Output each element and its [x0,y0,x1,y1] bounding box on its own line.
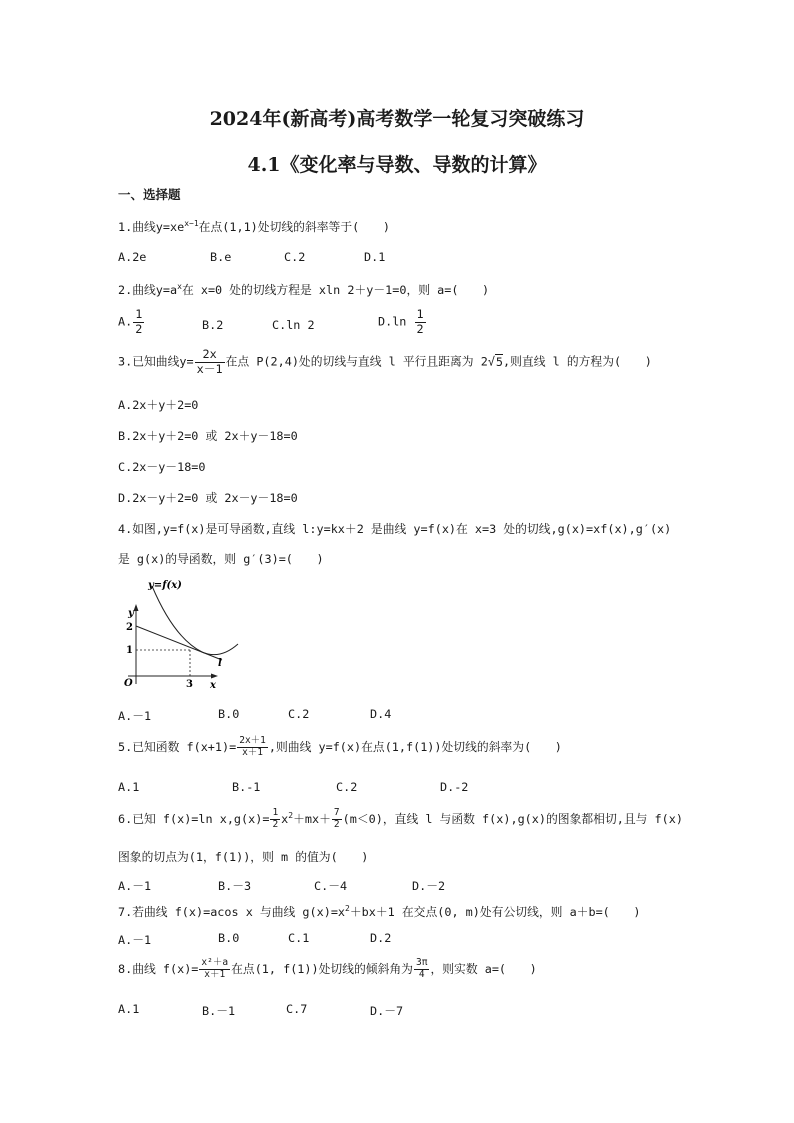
q2-text-b: 在 x=0 处的切线方程是 xln 2＋y－1=0，则 a=( ) [181,283,490,297]
q3-option-d: D.2x－y＋2=0 或 2x－y－18=0 [118,491,298,505]
q4-option-b: B.0 [218,707,240,721]
q2-a-denominator: 2 [135,321,143,336]
q8-option-d: D.－7 [370,1004,404,1018]
q2-option-a-prefix: A. [118,314,133,329]
q3-numerator: 2x [195,348,225,363]
q5-denominator: x＋1 [242,746,264,758]
q2-d-denominator: 2 [416,321,424,336]
q5-text-a: 5.已知函数 f(x+1)= [118,739,237,754]
q6-option-d: D.－2 [412,879,446,893]
q6-exponent: 2 [288,811,294,820]
question-7 [118,903,640,920]
q1-option-c: C.2 [284,250,306,264]
q1-option-d: D.1 [364,250,386,264]
q8-f2-denominator: 4 [418,968,425,980]
q8-fraction-2 [414,958,429,981]
document-title: 2024年(新高考)高考数学一轮复习突破练习 [209,108,585,130]
q8-text-c: ，则实数 a=( ) [430,961,537,976]
q5-fraction [237,736,268,759]
q8-option-b: B.－1 [202,1004,236,1018]
q8-option-c: C.7 [286,1002,308,1016]
q1-option-a: A.2e [118,250,147,264]
q4-option-c: C.2 [288,707,310,721]
q3-radicand: 5 [495,354,504,369]
question-4-line-2: 是 g(x)的导函数，则 g′(3)=( ) [118,552,324,566]
q6-option-c: C.－4 [314,879,348,893]
q7-exponent: 2 [345,904,350,914]
q6-f1-numerator: 1 [272,807,279,818]
q5-option-c: C.2 [336,780,358,794]
q3-option-b: B.2x＋y＋2=0 或 2x＋y－18=0 [118,429,298,443]
question-5 [118,736,562,759]
q1-text-a: 1.曲线y=xe [118,220,185,234]
q4-option-d: D.4 [370,707,392,721]
q8-numerator: x²＋a [201,957,229,968]
origin-label: O [124,678,133,688]
q6-option-b: B.－3 [218,879,252,893]
q2-exponent: x [177,282,182,292]
q6-f1-denominator: 2 [272,818,279,830]
question-6-line-1 [118,808,683,831]
q8-f2-numerator: 3π [415,957,428,968]
tick-x-3: 3 [186,679,193,688]
tangent-line-l [136,626,222,660]
q6-fraction-2 [332,808,342,831]
tick-y-2: 2 [126,622,133,633]
q5-option-a: A.1 [118,780,140,794]
q5-option-b: B.-1 [232,780,261,794]
question-2 [118,281,489,298]
q2-option-a-fraction [133,308,144,336]
q6-f2-denominator: 2 [333,818,340,830]
q3-text-c: ,则直线 l 的方程为( ) [503,354,652,369]
q8-denominator: x＋1 [204,968,226,980]
q2-d-numerator: 1 [416,307,424,321]
q5-option-d: D.-2 [440,780,469,794]
function-graph [122,576,246,688]
q2-option-d [378,308,427,336]
x-axis-arrow [211,674,218,679]
q7-option-c: C.1 [288,931,310,945]
q5-numerator: 2x＋1 [239,735,266,746]
line-label: l [218,658,222,669]
q6-text-a: 6.已知 f(x)=ln x,g(x)= [118,811,270,826]
tick-y-1: 1 [126,645,133,656]
q1-option-b: B.e [210,250,232,264]
q2-text-a: 2.曲线y=a [118,283,178,297]
q2-option-a [118,308,145,336]
q2-option-d-fraction [415,308,426,336]
y-axis-label: y [128,608,134,619]
section-heading: 一、选择题 [118,187,181,202]
question-4-line-1: 4.如图,y=f(x)是可导函数,直线 l:y=kx＋2 是曲线 y=f(x)在 x=3 处的切线,g(x)=xf(x),g′(x) [118,522,672,536]
q6-option-a: A.－1 [118,879,152,893]
q3-denominator: x－1 [196,361,223,376]
q6-f2-numerator: 7 [333,807,340,818]
q2-a-numerator: 1 [135,307,143,321]
q8-text-b: 在点(1, f(1))处切线的倾斜角为 [231,961,413,976]
q6-text-d: (m＜0)，直线 l 与函数 f(x),g(x)的图象都相切,且与 f(x) [342,811,683,826]
q7-text-b: ＋bx＋1 在交点(0, m)处有公切线，则 a＋b=( ) [349,905,641,919]
q6-text-b: x [281,811,289,826]
q7-option-d: D.2 [370,931,392,945]
q2-option-d-prefix: D.ln [378,314,414,329]
q7-option-b: B.0 [218,931,240,945]
q3-option-c: C.2x－y－18=0 [118,460,206,474]
document-subtitle: 4.1《变化率与导数、导数的计算》 [247,154,547,176]
q6-text-c: ＋mx＋ [293,811,331,826]
q3-text-b: 在点 P(2,4)处的切线与直线 l 平行且距离为 2 [225,354,488,369]
q8-text-a: 8.曲线 f(x)= [118,961,199,976]
q2-option-b: B.2 [202,318,224,332]
q8-fraction-1 [199,958,230,981]
q7-option-a: A.－1 [118,933,152,947]
q7-text-a: 7.若曲线 f(x)=acos x 与曲线 g(x)=x [118,905,346,919]
question-3: 3.已知曲线y= $\frac{2x}{x-1}$ 在点 P(2,4)处的切线与直线 l 平行且距离为 2√5,则直线 l 的方程为( ) [118,347,652,376]
question-6-line-2: 图象的切点为(1，f(1))，则 m 的值为( ) [118,850,369,864]
q3-fraction [195,348,225,376]
y-axis-arrow [134,604,139,611]
curve-label: y=f(x) [148,580,182,591]
question-8 [118,958,537,981]
x-axis-label: x [210,680,216,688]
q6-fraction-1 [270,808,280,831]
q4-option-a: A.－1 [118,709,152,723]
q1-exponent: x−1 [184,219,199,229]
question-1 [118,218,390,235]
curve-fx [152,586,238,655]
q1-text-b: 在点(1,1)处切线的斜率等于( ) [198,220,390,234]
q3-text-a: 3.已知曲线y= [118,354,194,369]
q8-option-a: A.1 [118,1002,140,1016]
q3-option-a: A.2x＋y＋2=0 [118,398,199,412]
q5-text-b: ,则曲线 y=f(x)在点(1,f(1))处切线的斜率为( ) [268,739,562,754]
q2-option-c: C.ln 2 [272,318,315,332]
